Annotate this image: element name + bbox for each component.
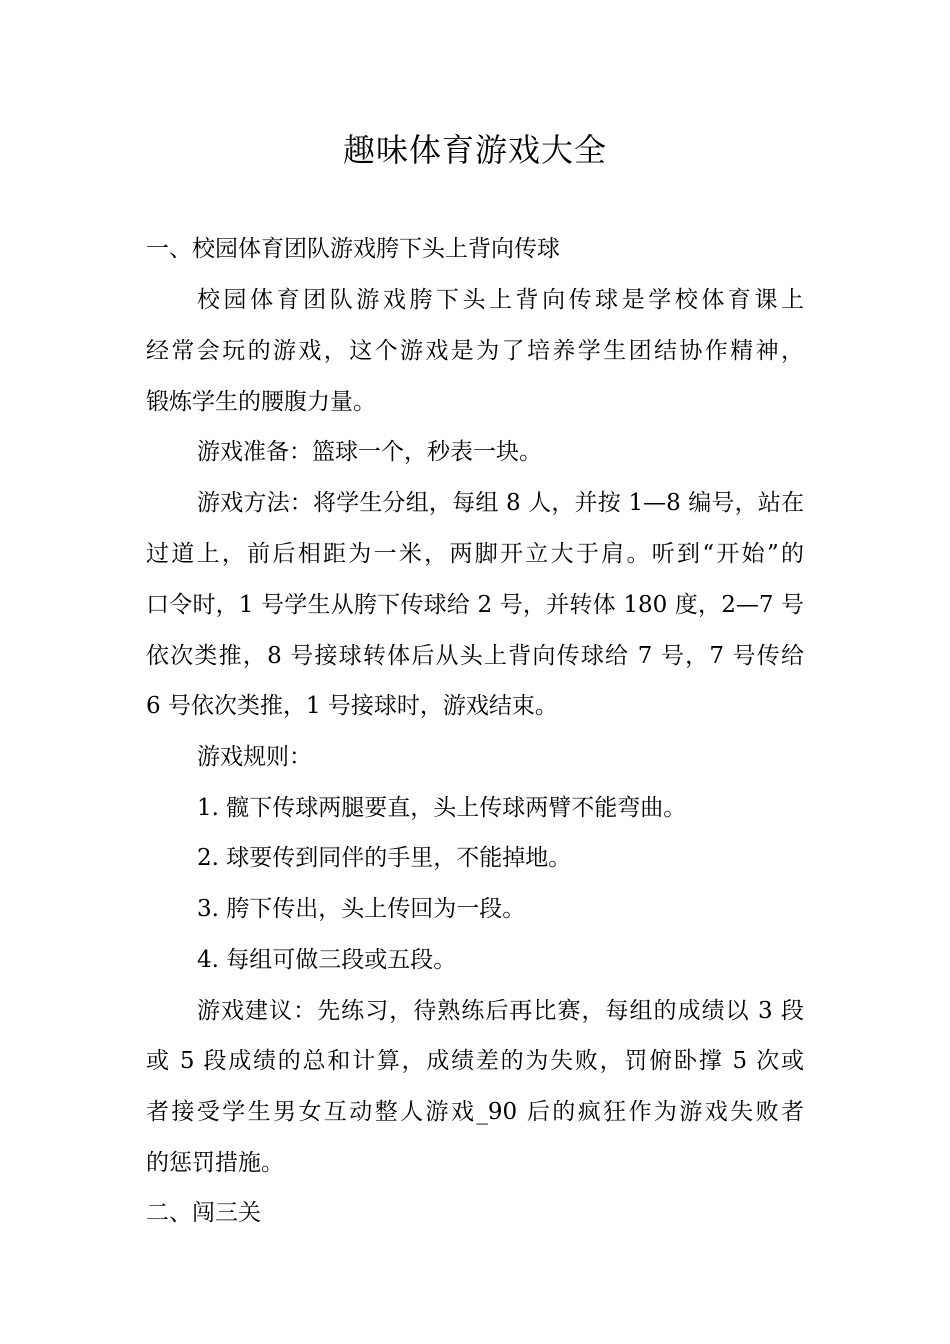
suggestion-line-4: 的惩罚措施。 <box>146 1150 284 1176</box>
method-line-2: 过道上，前后相距为一米，两脚开立大于肩。听到“开始”的 <box>146 541 804 567</box>
document-title: 趣味体育游戏大全 <box>342 131 607 169</box>
rule-item-2: 2. 球要传到同伴的手里，不能掉地。 <box>197 845 572 871</box>
intro-line-1: 校园体育团队游戏胯下头上背向传球是学校体育课上 <box>197 287 804 313</box>
method-line-4: 依次类推，8 号接球转体后从头上背向传球给 7 号，7 号传给 <box>146 643 804 669</box>
suggestion-line-3: 者接受学生男女互动整人游戏_90 后的疯狂作为游戏失败者 <box>146 1099 804 1125</box>
rules-label: 游戏规则： <box>197 744 312 770</box>
method-line-5: 6 号依次类推，1 号接球时，游戏结束。 <box>146 693 558 719</box>
suggestion-line-2: 或 5 段成绩的总和计算，成绩差的为失败，罚俯卧撑 5 次或 <box>146 1048 804 1074</box>
rule-item-1: 1. 髋下传球两腿要直，头上传球两臂不能弯曲。 <box>197 795 687 821</box>
method-line-1: 游戏方法：将学生分组，每组 8 人，并按 1—8 编号，站在 <box>197 490 804 516</box>
rule-item-4: 4. 每组可做三段或五段。 <box>197 947 457 973</box>
rule-item-3: 3. 胯下传出，头上传回为一段。 <box>197 896 526 922</box>
preparation-text: 游戏准备：篮球一个，秒表一块。 <box>197 439 542 465</box>
suggestion-line-1: 游戏建议：先练习，待熟练后再比赛，每组的成绩以 3 段 <box>197 998 804 1024</box>
section-heading-2: 二、闯三关 <box>146 1200 261 1226</box>
intro-line-3: 锻炼学生的腰腹力量。 <box>146 389 376 415</box>
intro-line-2: 经常会玩的游戏，这个游戏是为了培养学生团结协作精神， <box>146 338 804 364</box>
section-heading-1: 一、校园体育团队游戏胯下头上背向传球 <box>146 236 560 262</box>
method-line-3: 口令时，1 号学生从胯下传球给 2 号，并转体 180 度，2—7 号 <box>146 592 804 618</box>
